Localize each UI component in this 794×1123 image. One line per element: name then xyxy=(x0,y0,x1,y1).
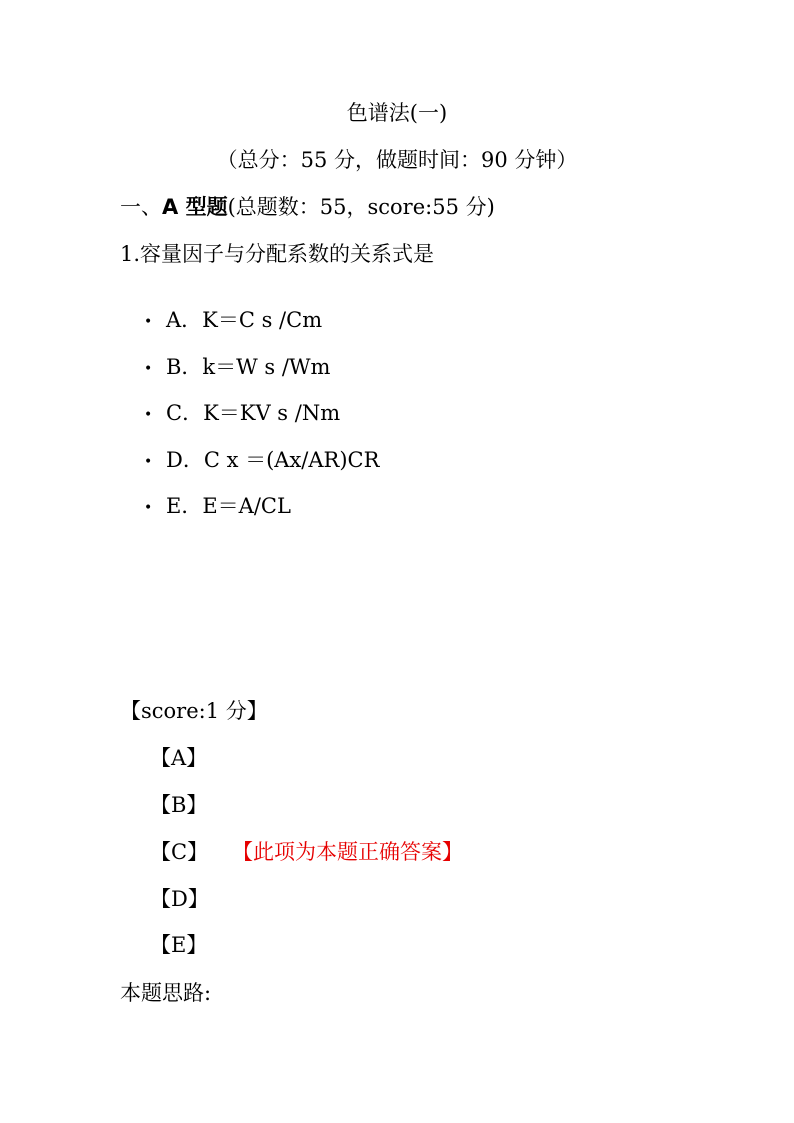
option-c-text: C．K＝KV s /Nm xyxy=(166,401,341,425)
answer-b: 【B】 xyxy=(150,793,208,817)
option-e xyxy=(144,493,291,521)
option-c xyxy=(144,400,340,428)
option-e-text: E．E＝A/CL xyxy=(166,494,291,518)
bullet-icon: • xyxy=(144,499,153,516)
section-info: (总题数：55，score:55 分) xyxy=(227,195,495,219)
option-d-text: D．C x ＝(Ax/AR)CR xyxy=(166,448,380,472)
question-stem: 1.容量因子与分配系数的关系式是 xyxy=(120,242,435,266)
option-d xyxy=(144,447,379,475)
bullet-icon: • xyxy=(144,313,153,330)
document-title: 色谱法(一) xyxy=(346,101,448,125)
explanation-label: 本题思路: xyxy=(120,981,212,1005)
option-a xyxy=(144,307,322,335)
correct-answer-mark: 【此项为本题正确答案】 xyxy=(232,840,463,864)
bullet-icon: • xyxy=(144,360,153,377)
option-b xyxy=(144,354,330,382)
score-label: 【score:1 分】 xyxy=(120,699,268,723)
section-prefix: 一、 xyxy=(120,195,162,219)
answer-c-label: 【C】 xyxy=(150,840,209,864)
answer-e: 【E】 xyxy=(150,933,208,957)
answer-a: 【A】 xyxy=(150,746,208,770)
option-b-text: B．k＝W s /Wm xyxy=(166,355,331,379)
section-heading xyxy=(120,194,495,220)
bullet-icon: • xyxy=(144,406,153,423)
document-subtitle: （总分：55 分，做题时间：90 分钟） xyxy=(216,148,578,172)
answer-c xyxy=(150,839,208,865)
answer-d: 【D】 xyxy=(150,887,209,911)
option-a-text: A．K＝C s /Cm xyxy=(166,308,323,332)
bullet-icon: • xyxy=(144,453,153,470)
section-name: A 型题 xyxy=(162,195,228,219)
